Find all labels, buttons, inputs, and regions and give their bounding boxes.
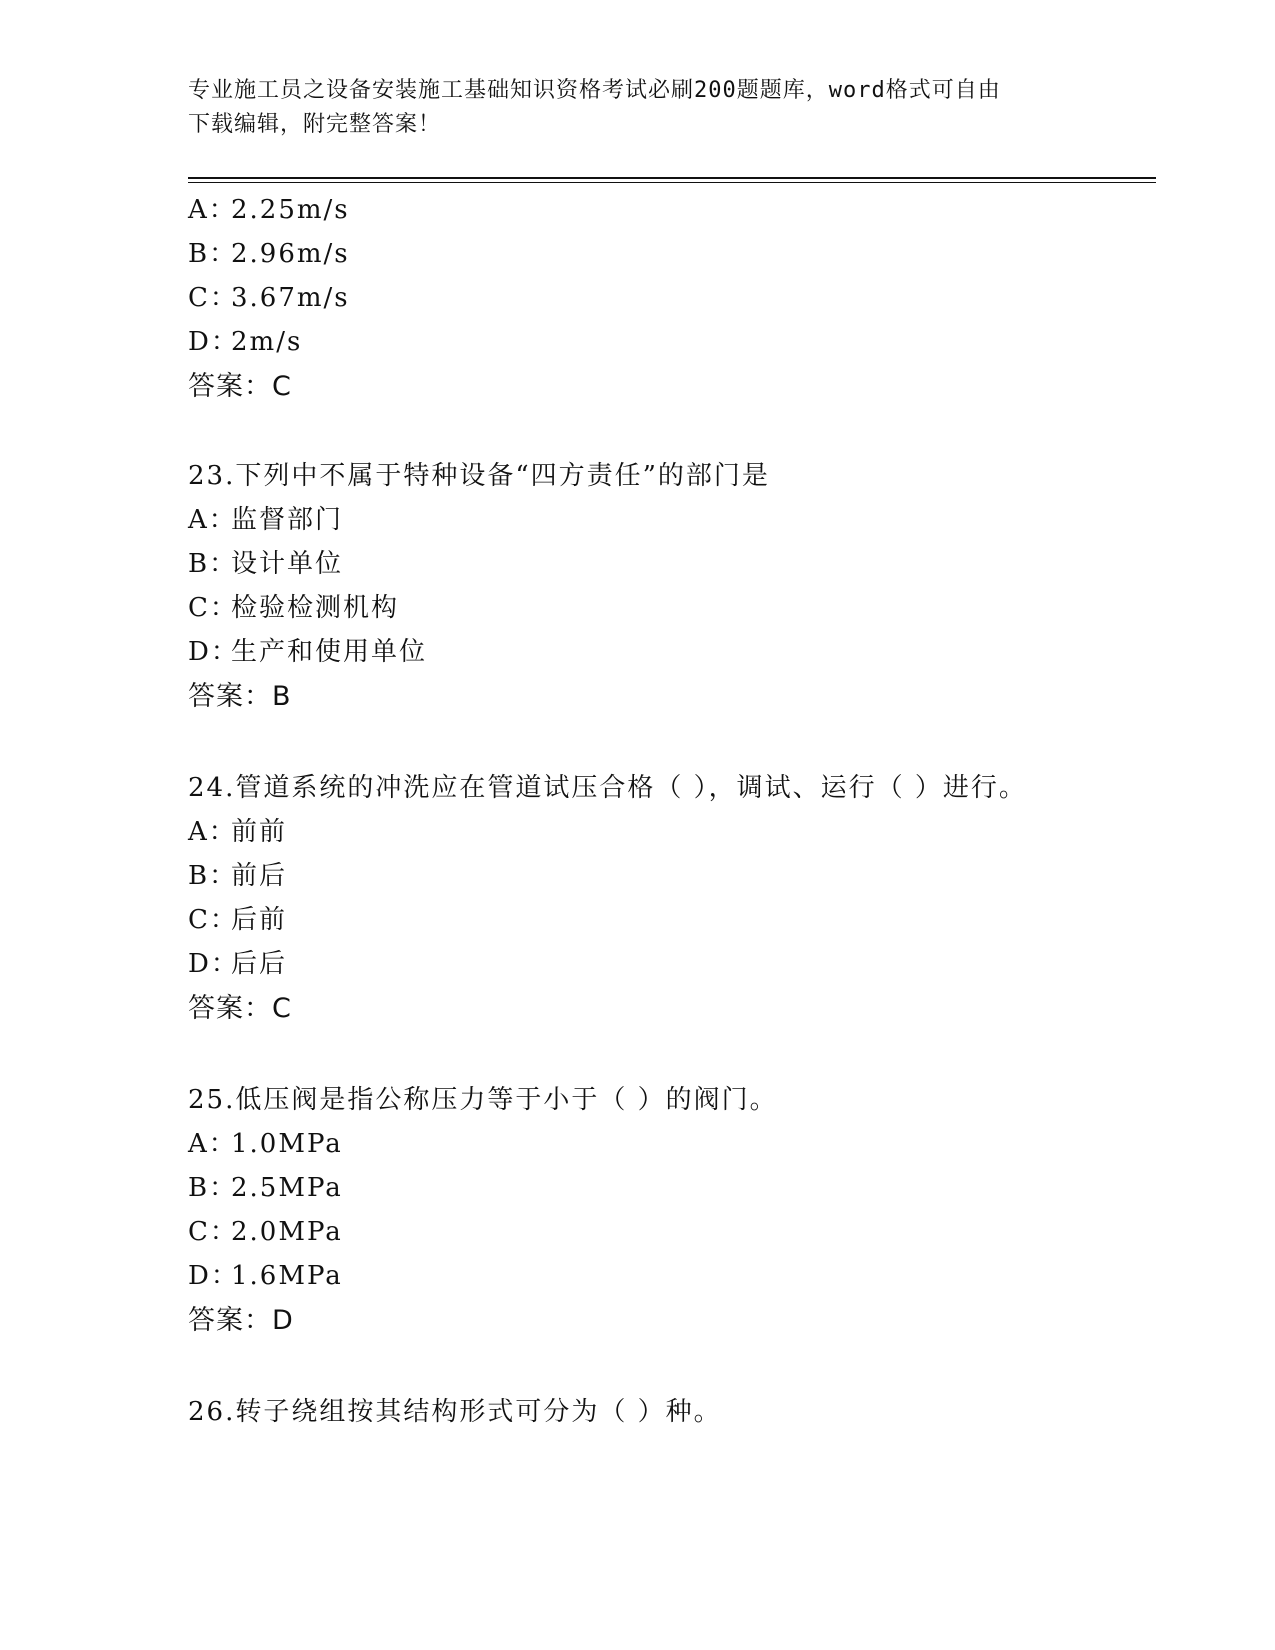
q26-question: 26.转子绕组按其结构形式可分为（ ）种。	[188, 1397, 722, 1427]
q24-option-a: A：前前	[188, 817, 288, 847]
q22-option-b: B：2.96m/s	[188, 239, 350, 269]
q22-option-a: A：2.25m/s	[188, 195, 350, 225]
q25-option-d: D：1.6MPa	[188, 1261, 343, 1291]
q23-option-c: C：检验检测机构	[188, 593, 400, 623]
q22-answer: 答案：C	[188, 371, 292, 402]
q25-option-c: C：2.0MPa	[188, 1217, 343, 1247]
header-divider-thin	[188, 182, 1156, 183]
document-header	[188, 74, 1068, 142]
q23-question: 23.下列中不属于特种设备“四方责任”的部门是	[188, 461, 770, 491]
q24-option-d: D：后后	[188, 949, 288, 979]
q23-option-d: D：生产和使用单位	[188, 637, 428, 667]
q23-option-a: A：监督部门	[188, 505, 344, 535]
header-line-1: 专业施工员之设备安装施工基础知识资格考试必刷200题题库，word格式可自由	[188, 78, 1001, 103]
q25-question: 25.低压阀是指公称压力等于小于（ ）的阀门。	[188, 1085, 778, 1115]
q25-answer: 答案：D	[188, 1305, 294, 1336]
q24-option-c: C：后前	[188, 905, 288, 935]
q24-question: 24.管道系统的冲洗应在管道试压合格（ ），调试、运行（ ）进行。	[188, 773, 1027, 803]
q23-answer: 答案：B	[188, 681, 292, 712]
q25-option-b: B：2.5MPa	[188, 1173, 343, 1203]
q23-option-b: B：设计单位	[188, 549, 344, 579]
q22-option-c: C：3.67m/s	[188, 283, 350, 313]
header-line-2: 下载编辑，附完整答案！	[188, 112, 442, 137]
header-divider	[188, 177, 1156, 179]
q25-option-a: A：1.0MPa	[188, 1129, 343, 1159]
q22-option-d: D：2m/s	[188, 327, 303, 357]
q24-option-b: B：前后	[188, 861, 288, 891]
q24-answer: 答案：C	[188, 993, 292, 1024]
